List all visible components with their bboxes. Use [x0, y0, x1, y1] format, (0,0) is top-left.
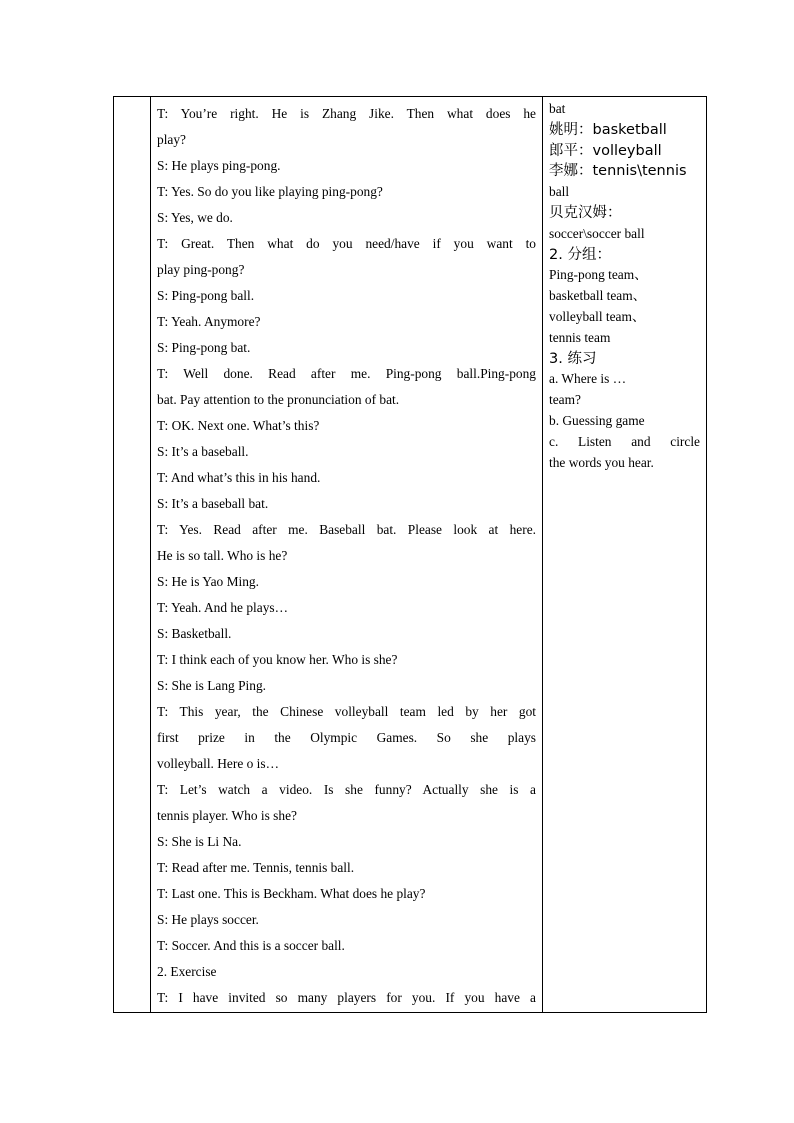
dialogue-line: S: She is Li Na. — [157, 834, 242, 849]
dialogue-line: S: Basketball. — [157, 626, 232, 641]
dialogue-line: S: He plays ping-pong. — [157, 158, 281, 173]
dialogue-line: T: Yes. So do you like playing ping-pong? — [157, 184, 383, 199]
dialogue-line: S: She is Lang Ping. — [157, 678, 266, 693]
dialogue-line: T: I think each of you know her. Who is she? — [157, 652, 398, 667]
dialogue-line: S: Ping-pong ball. — [157, 288, 255, 303]
lesson-plan-table — [113, 96, 707, 1013]
dialogue-line: T: Read after me. Tennis, tennis ball. — [157, 860, 355, 875]
dialogue-line: T: Yeah. Anymore? — [157, 314, 261, 329]
dialogue-line: T: Yes. Read after me. Baseball bat. Please look at here. — [157, 522, 536, 537]
notes-line: bat — [549, 101, 566, 116]
table-row — [114, 97, 707, 1013]
notes-line: 贝克汉姆： — [549, 204, 622, 221]
dialogue-line: He is so tall. Who is he? — [157, 548, 288, 563]
notes-line: soccer\soccer ball — [549, 225, 645, 241]
dialogue-line: S: It’s a baseball. — [157, 444, 249, 459]
dialogue-line: play? — [157, 132, 186, 147]
dialogue-cell — [151, 97, 543, 1013]
dialogue-line: T: I have invited so many players for you. If you have a — [157, 990, 536, 1005]
notes-line: the words you hear. — [549, 454, 654, 470]
dialogue-line: bat. Pay attention to the pronunciation of bat. — [157, 392, 400, 407]
notes-line: c. Listen and circle — [549, 433, 700, 449]
notes-line: basketball team、 — [549, 288, 647, 304]
notes-line: 李娜：tennis\tennis — [549, 163, 687, 180]
notes-line: 郎平：volleyball — [549, 142, 662, 159]
notes-line: Ping-pong team、 — [549, 267, 648, 283]
notes-line: team? — [549, 392, 581, 408]
notes-line: ball — [549, 184, 570, 200]
dialogue-line: first prize in the Olympic Games. So she plays — [157, 730, 536, 745]
notes-line: tennis team — [549, 329, 611, 345]
notes-line: 姚明：basketball — [549, 121, 667, 138]
dialogue-line: S: Yes, we do. — [157, 210, 233, 225]
notes-line: volleyball team、 — [549, 308, 646, 324]
dialogue-line: T: Last one. This is Beckham. What does he play? — [157, 886, 426, 901]
dialogue-line: T: Soccer. And this is a soccer ball. — [157, 938, 345, 953]
notes-line: 3. 练习 — [549, 350, 597, 367]
notes-line: b. Guessing game — [549, 412, 645, 428]
dialogue-line: T: OK. Next one. What’s this? — [157, 418, 320, 433]
dialogue-line: volleyball. Here o is… — [157, 756, 279, 771]
dialogue-line: play ping-pong? — [157, 262, 245, 277]
notes-line: a. Where is … — [549, 371, 627, 387]
dialogue-line: S: He is Yao Ming. — [157, 574, 259, 589]
left-margin-cell — [114, 97, 151, 1013]
dialogue-line: T: Well done. Read after me. Ping-pong ball.Ping-pong — [157, 366, 536, 381]
dialogue-line: tennis player. Who is she? — [157, 808, 297, 823]
notes-cell — [543, 97, 707, 1013]
dialogue-line: T: You’re right. He is Zhang Jike. Then what does he — [157, 106, 536, 121]
notes-line: 2. 分组： — [549, 246, 611, 263]
dialogue-line: T: Let’s watch a video. Is she funny? Actually she is a — [157, 782, 536, 797]
dialogue-line: T: Yeah. And he plays… — [157, 600, 289, 615]
dialogue-line: T: And what’s this in his hand. — [157, 470, 321, 485]
dialogue-line: T: This year, the Chinese volleyball team led by her got — [157, 704, 536, 719]
dialogue-line: S: Ping-pong bat. — [157, 340, 251, 355]
dialogue-line: 2. Exercise — [157, 964, 217, 979]
dialogue-line: T: Great. Then what do you need/have if you want to — [157, 236, 536, 251]
dialogue-line: S: It’s a baseball bat. — [157, 496, 269, 511]
dialogue-line: S: He plays soccer. — [157, 912, 259, 927]
